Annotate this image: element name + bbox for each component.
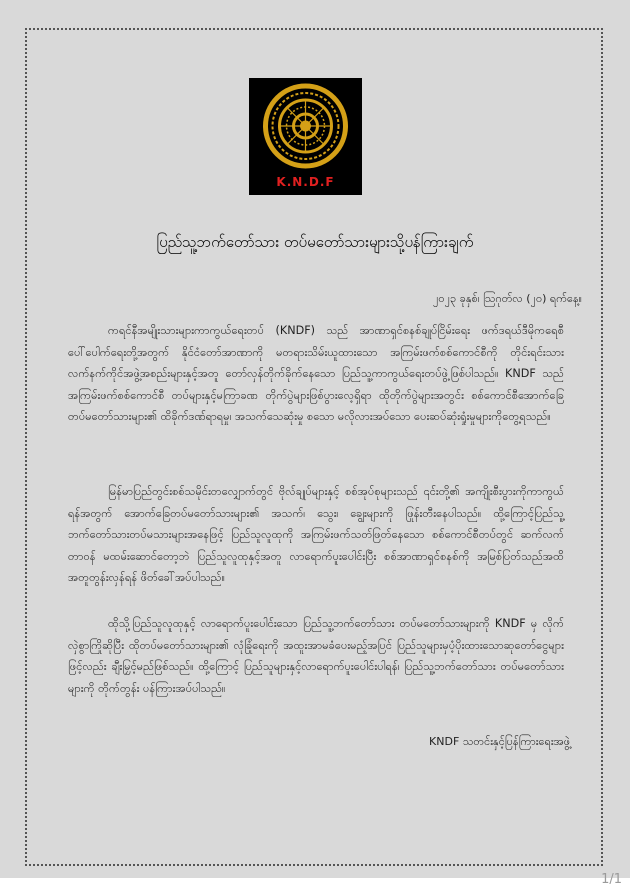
page-indicator: 1/1 <box>601 872 622 887</box>
paragraph-2: မြန်မာပြည်တွင်းစစ်သမိုင်းတလျှောက်တွင် ဗိုလ်ချုပ်များနှင့် စစ်အုပ်စုများသည် ၎င်းတို့၏ အကျိုးစီးပွားကိုကာကွယ်ရန်အတွက် အောက်ခြေတပ်မတော်သားများ၏ အသက်၊ သွေး၊ ချွေးများကို ဖြုန်းတီးနေပါသည်။ ထို့ကြောင့်ပြည်သူ့ဘက်တော်သားတပ်မသားများအနေဖြင့် ပြည်သူလူထုကို အကြမ်းဖက်သတ်ဖြတ်နေသော စစ်ကောင်စီတပ်တွင် ဆက်လက်တာဝန် မထမ်းဆောင်တော့ဘဲ ပြည်သူလူထုနှင့်အတူ လာရောက်ပူးပေါင်းပြီး စစ်အာဏာရှင်စနစ်ကို အမြစ်ပြတ်သည်အထိ အတူတွန်းလှန်ရန် ဖိတ်ခေါ်အပ်ပါသည်။ <box>68 485 564 584</box>
signature: KNDF သတင်းနှင့်ပြန်ကြားရေးအဖွဲ့ <box>429 735 570 748</box>
kndf-logo <box>249 78 362 195</box>
logo-text: K.N.D.F <box>276 175 335 189</box>
document-title: ပြည်သူ့ဘက်တော်သား တပ်မတော်သားများသို့ပန်ကြားချက် <box>156 233 474 251</box>
document-date: ၂၀၂၃ ခုနှစ်၊ ဩဂုတ်လ (၂၀) ရက်နေ့။ <box>432 292 582 305</box>
viewer-bottom-bar <box>0 878 630 896</box>
paragraph-1: ကရင်နီအမျိုးသားများကာကွယ်ရေးတပ် (KNDF) သည် အာဏာရှင်စနစ်ချုပ်ငြိမ်းရေး ဖက်ဒရယ်ဒီမိုကရေစီပေါ်ပေါက်ရေးတို့အတွက် နိုင်ငံတော်အာဏာကို မတရားသိမ်းယူထားသော အကြမ်းဖက်စစ်ကောင်စီကို တိုင်းရင်းသားလက်နက်ကိုင်အဖွဲ့အစည်းများနှင့်အတူ တော်လှန်တိုက်ခိုက်နေသော ပြည်သူ့ကာကွယ်ရေးတပ်ဖွဲ့ဖြစ်ပါသည်။ KNDF သည် အကြမ်းဖက်စစ်ကောင်စီ တပ်များနှင့်မကြာခဏ တိုက်ပွဲများဖြစ်ပွားလေ့ရှိရာ ထိုတိုက်ပွဲများအတွင်း စစ်ကောင်စီအောက်ခြေ တပ်မတော်သားများ၏ ထိခိုက်ဒဏ်ရာရမှု၊ အသက်သေဆုံးမှု စသော မလိုလားအပ်သော ပေးဆပ်ဆုံးရှုံးမှုများကိုတွေ့ရသည်။ <box>68 324 564 423</box>
paragraph-3: ထိုသို့ပြည်သူလူထုနှင့် လာရောက်ပူးပေါင်းသော ပြည်သူ့ဘက်တော်သား တပ်မတော်သားများကို KNDF မှ လိုက်လှဲစွာကြိုဆိုပြီး ထိုတပ်မတော်သားများ၏ လုံခြုံရေးကို အထူးအာမခံပေးမည့်အပြင် ပြည်သူများမှပံ့ပိုးထားသောဆုတော်ငွေများဖြင့်လည်း ချီးမြှင့်မည်ဖြစ်သည်။ ထို့ကြောင့် ပြည်သူများနှင့်လာရောက်ပူးပေါင်းပါရန်၊ ပြည်သူ့ဘက်တော်သား တပ်မတော်သားများကို တိုက်တွန်း ပန်ကြားအပ်ပါသည်။ <box>68 617 564 695</box>
